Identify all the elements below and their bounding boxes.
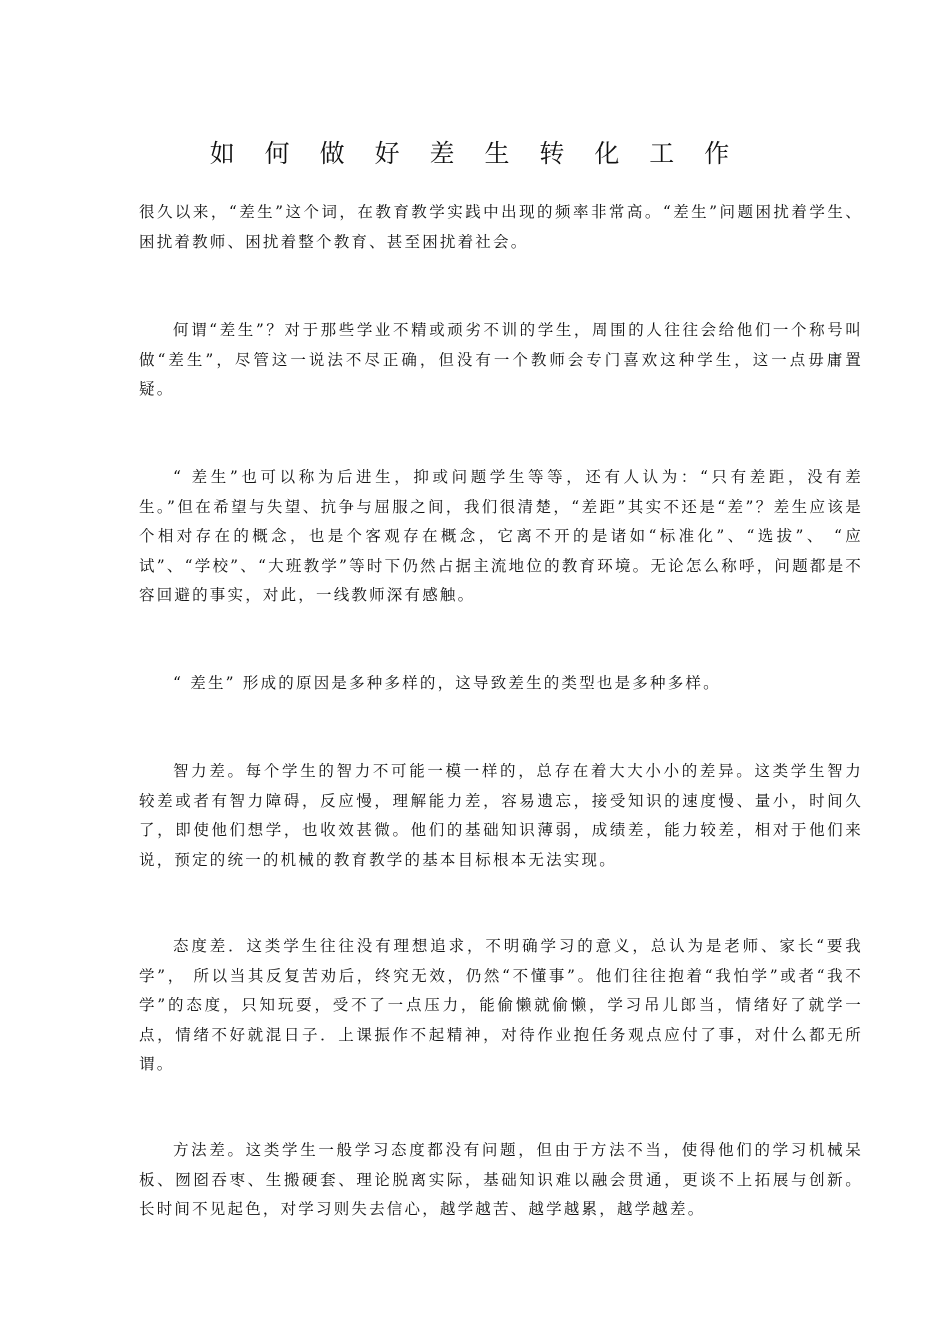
paragraph-attitude: 态度差．这类学生往往没有理想追求，不明确学习的意义，总认为是老师、家长“要我学”， 所以当其反复苦劝后，终究无效，仍然“不懂事”。他们往往抱着“我怕学”或者“我不学”的态度，只知玩耍，受不了一点压力，能偷懒就偷懒，学习吊儿郎当，情绪好了就学一点，情绪不好就混日子．上课振作不起精神，对待作业抱任务观点应付了事，对什么都无所谓。 [139, 937, 863, 1073]
paragraph-method: 方法差。这类学生一般学习态度都没有问题，但由于方法不当，使得他们的学习机械呆板、囫囵吞枣、生搬硬套、理论脱离实际，基础知识难以融会贯通，更谈不上拓展与创新。长时间不见起色，对学习则失去信心，越学越苦、越学越累，越学越差。 [139, 1141, 863, 1218]
paragraph-intelligence: 智力差。每个学生的智力不可能一模一样的，总存在着大大小小的差异。这类学生智力较差或者有智力障碍，反应慢，理解能力差，容易遗忘，接受知识的速度慢、量小，时间久了，即使他们想学，也收效甚微。他们的基础知识薄弱，成绩差，能力较差，相对于他们来说，预定的统一的机械的教育教学的基本目标根本无法实现。 [139, 762, 863, 869]
document-title: 如 何 做 好 差 生 转 化 工 作 [209, 139, 741, 168]
paragraph-alternative-names: “ 差生”也可以称为后进生，抑或问题学生等等，还有人认为：“只有差距，没有差生。”但在希望与失望、抗争与屈服之间，我们很清楚，“差距”其实不还是“差”？差生应该是个相对存在的概念，也是个客观存在概念，它离不开的是诸如“标准化”、“选拔”、 “应试”、“学校”、“大班教学”等时下仍然占据主流地位的教育环境。无论怎么称呼，问题都是不容回避的事实，对此，一线教师深有感触。 [139, 468, 863, 604]
paragraph-intro: 很久以来，“差生”这个词，在教育教学实践中出现的频率非常高。“差生”问题困扰着学生、困扰着教师、困扰着整个教育、甚至困扰着社会。 [139, 203, 863, 251]
paragraph-definition: 何谓“差生”？对于那些学业不精或顽劣不训的学生，周围的人往往会给他们一个称号叫做“差生”，尽管这一说法不尽正确，但没有一个教师会专门喜欢这种学生，这一点毋庸置疑。 [139, 321, 863, 398]
paragraph-causes: “ 差生” 形成的原因是多种多样的，这导致差生的类型也是多种多样。 [173, 674, 721, 692]
